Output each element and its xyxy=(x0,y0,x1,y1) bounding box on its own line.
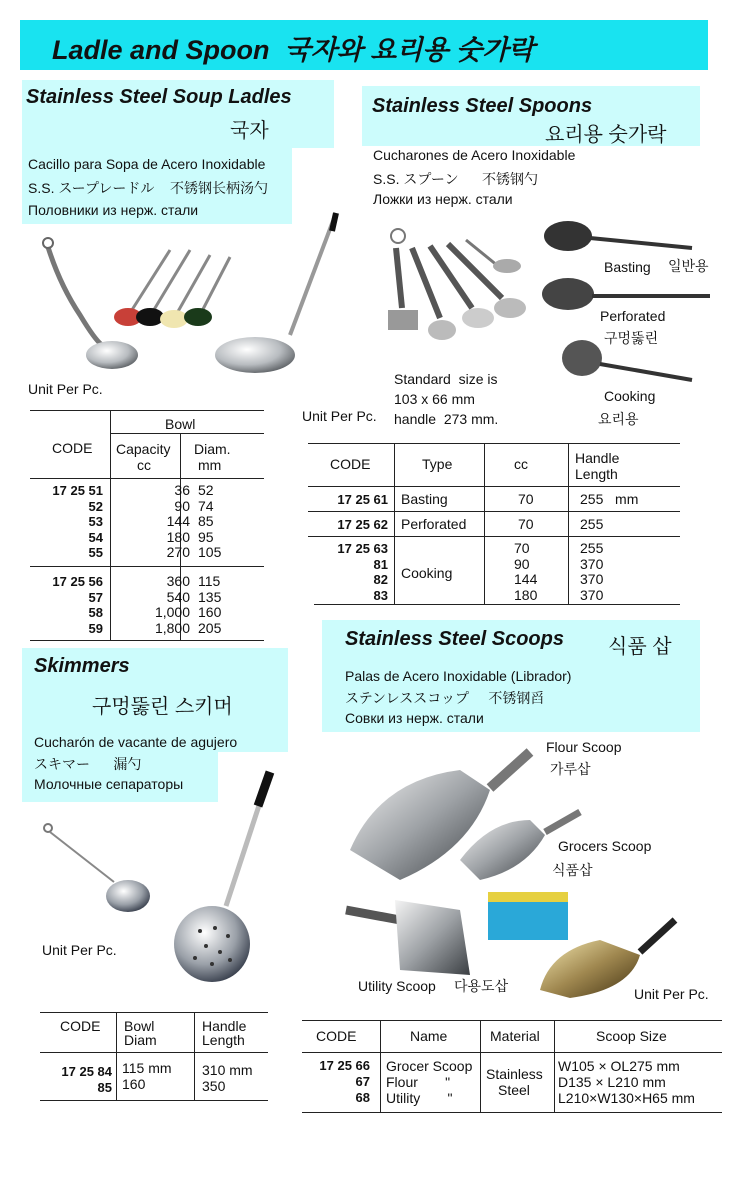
ladles-bowl-rule xyxy=(110,433,264,434)
spoons-title: Stainless Steel Spoons xyxy=(372,95,593,117)
table-cell: 135 xyxy=(198,588,222,605)
spoons-group3-handle xyxy=(580,541,603,603)
scoops-label-flour-ko: 가루삽 xyxy=(550,761,591,777)
table-cell: 310 mm xyxy=(202,1062,253,1078)
table-cell: 85 xyxy=(97,1080,112,1095)
skimmers-table-bottom xyxy=(40,1100,268,1101)
scoops-title-ko: 식품 삽 xyxy=(608,636,672,658)
table-cell: Steel xyxy=(498,1082,530,1098)
table-cell: 255 xyxy=(580,540,604,556)
page-banner xyxy=(20,20,708,70)
table-cell: 360 xyxy=(166,573,190,589)
table-cell: 370 xyxy=(580,555,604,572)
scoops-label-utility-ko: 다용도삽 xyxy=(454,978,509,994)
scoops-table-top xyxy=(302,1020,722,1021)
table-cell: 17 25 66 xyxy=(319,1058,370,1073)
table-cell: 115 mm xyxy=(122,1060,172,1076)
table-cell: 59 xyxy=(88,620,103,636)
table-cell: W105 × OL275 mm xyxy=(558,1058,680,1074)
skimmers-head-length: Length xyxy=(202,1032,245,1048)
skimmers-head-code: CODE xyxy=(60,1018,101,1034)
scoops-label-grocers-ko: 식품삽 xyxy=(552,862,593,878)
skimmers-head-handle: Handle xyxy=(202,1018,247,1034)
table-cell: 82 xyxy=(373,572,388,587)
skimmers-desc-es: Cucharón de vacante de agujero xyxy=(34,734,238,750)
skimmers-head-rule xyxy=(40,1052,268,1053)
ladles-table-bottom xyxy=(30,640,264,641)
spoons-label-perforated-ko: 구멍뚫린 xyxy=(604,330,659,346)
ladles-unit: Unit Per Pc. xyxy=(28,381,103,397)
table-cell: Basting xyxy=(401,491,448,507)
table-cell: Perforated xyxy=(401,516,467,532)
spoons-table-bottom xyxy=(314,604,680,605)
scoops-vline2 xyxy=(480,1020,481,1112)
skimmers-head-diam: Diam xyxy=(124,1032,157,1048)
table-cell: 17 25 62 xyxy=(337,517,388,532)
table-cell: 52 xyxy=(88,498,103,514)
scoops-head-rule xyxy=(302,1052,722,1053)
ladles-group-rule xyxy=(30,566,264,567)
ladles-head-diam: Diam. xyxy=(194,441,231,457)
scoops-codes xyxy=(302,1058,370,1106)
table-cell: 17 25 63 xyxy=(337,541,388,556)
spoons-label-basting-ko: 일반용 xyxy=(668,258,709,274)
table-cell: 90 xyxy=(174,497,190,514)
skimmers-vline1 xyxy=(116,1012,117,1100)
spoons-label-basting: Basting xyxy=(604,259,651,275)
table-cell: 160 xyxy=(198,604,222,621)
table-cell: 81 xyxy=(373,556,388,572)
spoons-unit: Unit Per Pc. xyxy=(302,408,377,424)
table-cell: Utility " xyxy=(386,1090,453,1106)
spoons-head-rule xyxy=(308,486,680,487)
table-cell: 115 xyxy=(198,573,221,589)
scoops-head-code: CODE xyxy=(316,1028,357,1044)
table-cell: 95 xyxy=(198,528,214,545)
table-cell: 370 xyxy=(580,571,604,587)
table-cell: L210×W130×H65 mm xyxy=(558,1090,695,1106)
table-cell: 74 xyxy=(198,497,214,514)
spoons-desc-jp-cn: S.S. スプーン 不锈钢勺 xyxy=(373,171,538,187)
skimmers-table-top xyxy=(40,1012,268,1013)
table-cell: 67 xyxy=(355,1074,370,1089)
spoons-standard-dim: 103 x 66 mm xyxy=(394,391,475,407)
skimmers-codes xyxy=(40,1064,112,1096)
table-cell: 17 25 84 xyxy=(61,1064,112,1079)
spoons-standard-handle: handle 273 mm. xyxy=(394,411,499,427)
spoons-desc-ru: Ложки из нерж. стали xyxy=(373,191,513,207)
table-cell: 70 xyxy=(518,491,534,507)
spoons-desc-es: Cucharones de Acero Inoxidable xyxy=(373,147,576,163)
table-cell: 36 xyxy=(174,482,190,498)
scoops-head-size: Scoop Size xyxy=(596,1028,667,1044)
scoops-title: Stainless Steel Scoops xyxy=(345,628,564,650)
spoons-row-rule1 xyxy=(308,511,680,512)
table-cell: 57 xyxy=(88,589,103,605)
table-cell: 83 xyxy=(373,587,388,603)
spoons-vline1 xyxy=(394,443,395,604)
scoops-names xyxy=(386,1058,472,1106)
skimmers-length xyxy=(202,1062,253,1094)
table-cell: 270 xyxy=(166,544,190,561)
scoops-vline3 xyxy=(554,1020,555,1112)
spoons-group3-cc xyxy=(514,541,537,603)
table-cell: 144 xyxy=(166,513,190,530)
table-cell: 58 xyxy=(88,605,103,621)
spoons-label-cooking: Cooking xyxy=(604,388,656,404)
spoons-title-ko: 요리용 숫가락 xyxy=(545,124,667,146)
scoops-head-material: Material xyxy=(490,1028,540,1044)
skimmers-title: Skimmers xyxy=(34,655,130,677)
ladles-table-top xyxy=(30,410,264,411)
table-cell: 255 mm xyxy=(580,491,639,507)
skimmers-head-bowl: Bowl xyxy=(124,1018,155,1034)
spoons-vline2 xyxy=(484,443,485,604)
spoons-head-handle: Handle xyxy=(575,450,620,466)
table-cell: 105 xyxy=(198,544,222,561)
ladles-head-code: CODE xyxy=(52,440,93,456)
table-cell: 68 xyxy=(355,1090,370,1105)
scoops-sizes xyxy=(558,1058,695,1106)
table-cell: 540 xyxy=(166,588,190,605)
skimmers-desc-ru: Молочные сепараторы xyxy=(34,776,184,792)
spoons-label-perforated: Perforated xyxy=(600,308,666,324)
table-cell: 85 xyxy=(198,513,214,530)
table-cell: 1,800 xyxy=(154,619,190,636)
scoops-label-flour: Flour Scoop xyxy=(546,739,622,755)
spoons-head-code: CODE xyxy=(330,456,371,472)
table-cell: 1,000 xyxy=(154,604,190,621)
spoons-label-cooking-ko: 요리용 xyxy=(598,411,639,427)
table-cell: D135 × L210 mm xyxy=(558,1074,666,1090)
spoons-vline3 xyxy=(568,443,569,604)
spoons-table-top xyxy=(308,443,680,444)
table-cell: Grocer Scoop xyxy=(386,1058,473,1074)
scoops-illustration xyxy=(340,740,710,1000)
scoops-head-name: Name xyxy=(410,1028,448,1044)
ladles-desc-ru: Половники из нерж. стали xyxy=(28,202,199,218)
table-cell: 17 25 61 xyxy=(337,492,388,507)
skimmers-diam xyxy=(122,1060,172,1092)
table-cell: Stainless xyxy=(486,1066,543,1082)
ladles-head-capacity-unit: cc xyxy=(137,457,151,473)
table-cell: Flour " xyxy=(386,1074,451,1090)
scoops-label-utility: Utility Scoop xyxy=(358,978,436,994)
spoons-head-length: Length xyxy=(575,466,618,482)
ladles-head-diam-unit: mm xyxy=(198,457,222,473)
table-cell: 70 xyxy=(518,516,534,532)
spoons-head-cc: cc xyxy=(514,456,528,472)
table-cell: 53 xyxy=(88,514,103,530)
table-cell: 55 xyxy=(88,545,103,561)
scoops-table-bottom xyxy=(302,1112,722,1113)
ladles-desc-jp-cn: S.S. スープレードル 不锈钢长柄汤勺 xyxy=(28,180,268,196)
table-cell: 144 xyxy=(514,571,538,587)
skimmers-unit: Unit Per Pc. xyxy=(42,942,117,958)
ladles-head-capacity: Capacity xyxy=(116,441,171,457)
table-cell: 180 xyxy=(514,586,538,603)
scoops-desc-ru: Совки из нерж. стали xyxy=(345,710,484,726)
scoops-desc-es: Palas de Acero Inoxidable (Librador) xyxy=(345,668,572,684)
ladles-head-bowl: Bowl xyxy=(165,416,196,432)
spoons-group3-codes xyxy=(308,541,388,603)
table-cell: 370 xyxy=(580,586,604,603)
scoops-label-grocers: Grocers Scoop xyxy=(558,838,652,854)
spoons-row-rule2 xyxy=(308,536,680,537)
table-cell: 52 xyxy=(198,482,214,498)
skimmers-desc-jp-cn: スキマー 漏勺 xyxy=(34,756,142,772)
table-cell: 255 xyxy=(580,516,604,532)
scoops-desc-jp-cn: ステンレススコップ 不锈钢舀 xyxy=(345,690,545,706)
table-cell: 54 xyxy=(88,529,103,545)
spoons-standard-size: Standard size is xyxy=(394,371,498,387)
table-cell: 90 xyxy=(514,555,530,572)
table-cell: Cooking xyxy=(401,565,453,581)
scoops-vline1 xyxy=(380,1020,381,1112)
ladles-desc-es: Cacillo para Sopa de Acero Inoxidable xyxy=(28,156,266,172)
table-cell: 70 xyxy=(514,540,530,556)
scoops-unit: Unit Per Pc. xyxy=(634,986,709,1002)
table-cell: 160 xyxy=(122,1076,146,1092)
spoons-head-type: Type xyxy=(422,456,453,472)
table-cell: 350 xyxy=(202,1078,226,1094)
ladles-head-rule xyxy=(30,478,264,479)
ladles-title-ko: 국자 xyxy=(230,120,269,142)
skimmers-vline2 xyxy=(194,1012,195,1100)
skimmers-title-ko: 구멍뚫린 스키머 xyxy=(92,696,233,718)
skimmers-illustration xyxy=(40,766,290,1006)
table-cell: 205 xyxy=(198,619,222,636)
table-cell: 17 25 56 xyxy=(52,574,103,589)
table-cell: 17 25 51 xyxy=(52,483,103,498)
ladles-illustration xyxy=(40,205,350,375)
table-cell: 180 xyxy=(166,528,190,545)
page-title: Ladle and Spoon 국자와 요리용 숫가락 xyxy=(52,35,535,65)
ladles-title: Stainless Steel Soup Ladles xyxy=(26,86,292,108)
